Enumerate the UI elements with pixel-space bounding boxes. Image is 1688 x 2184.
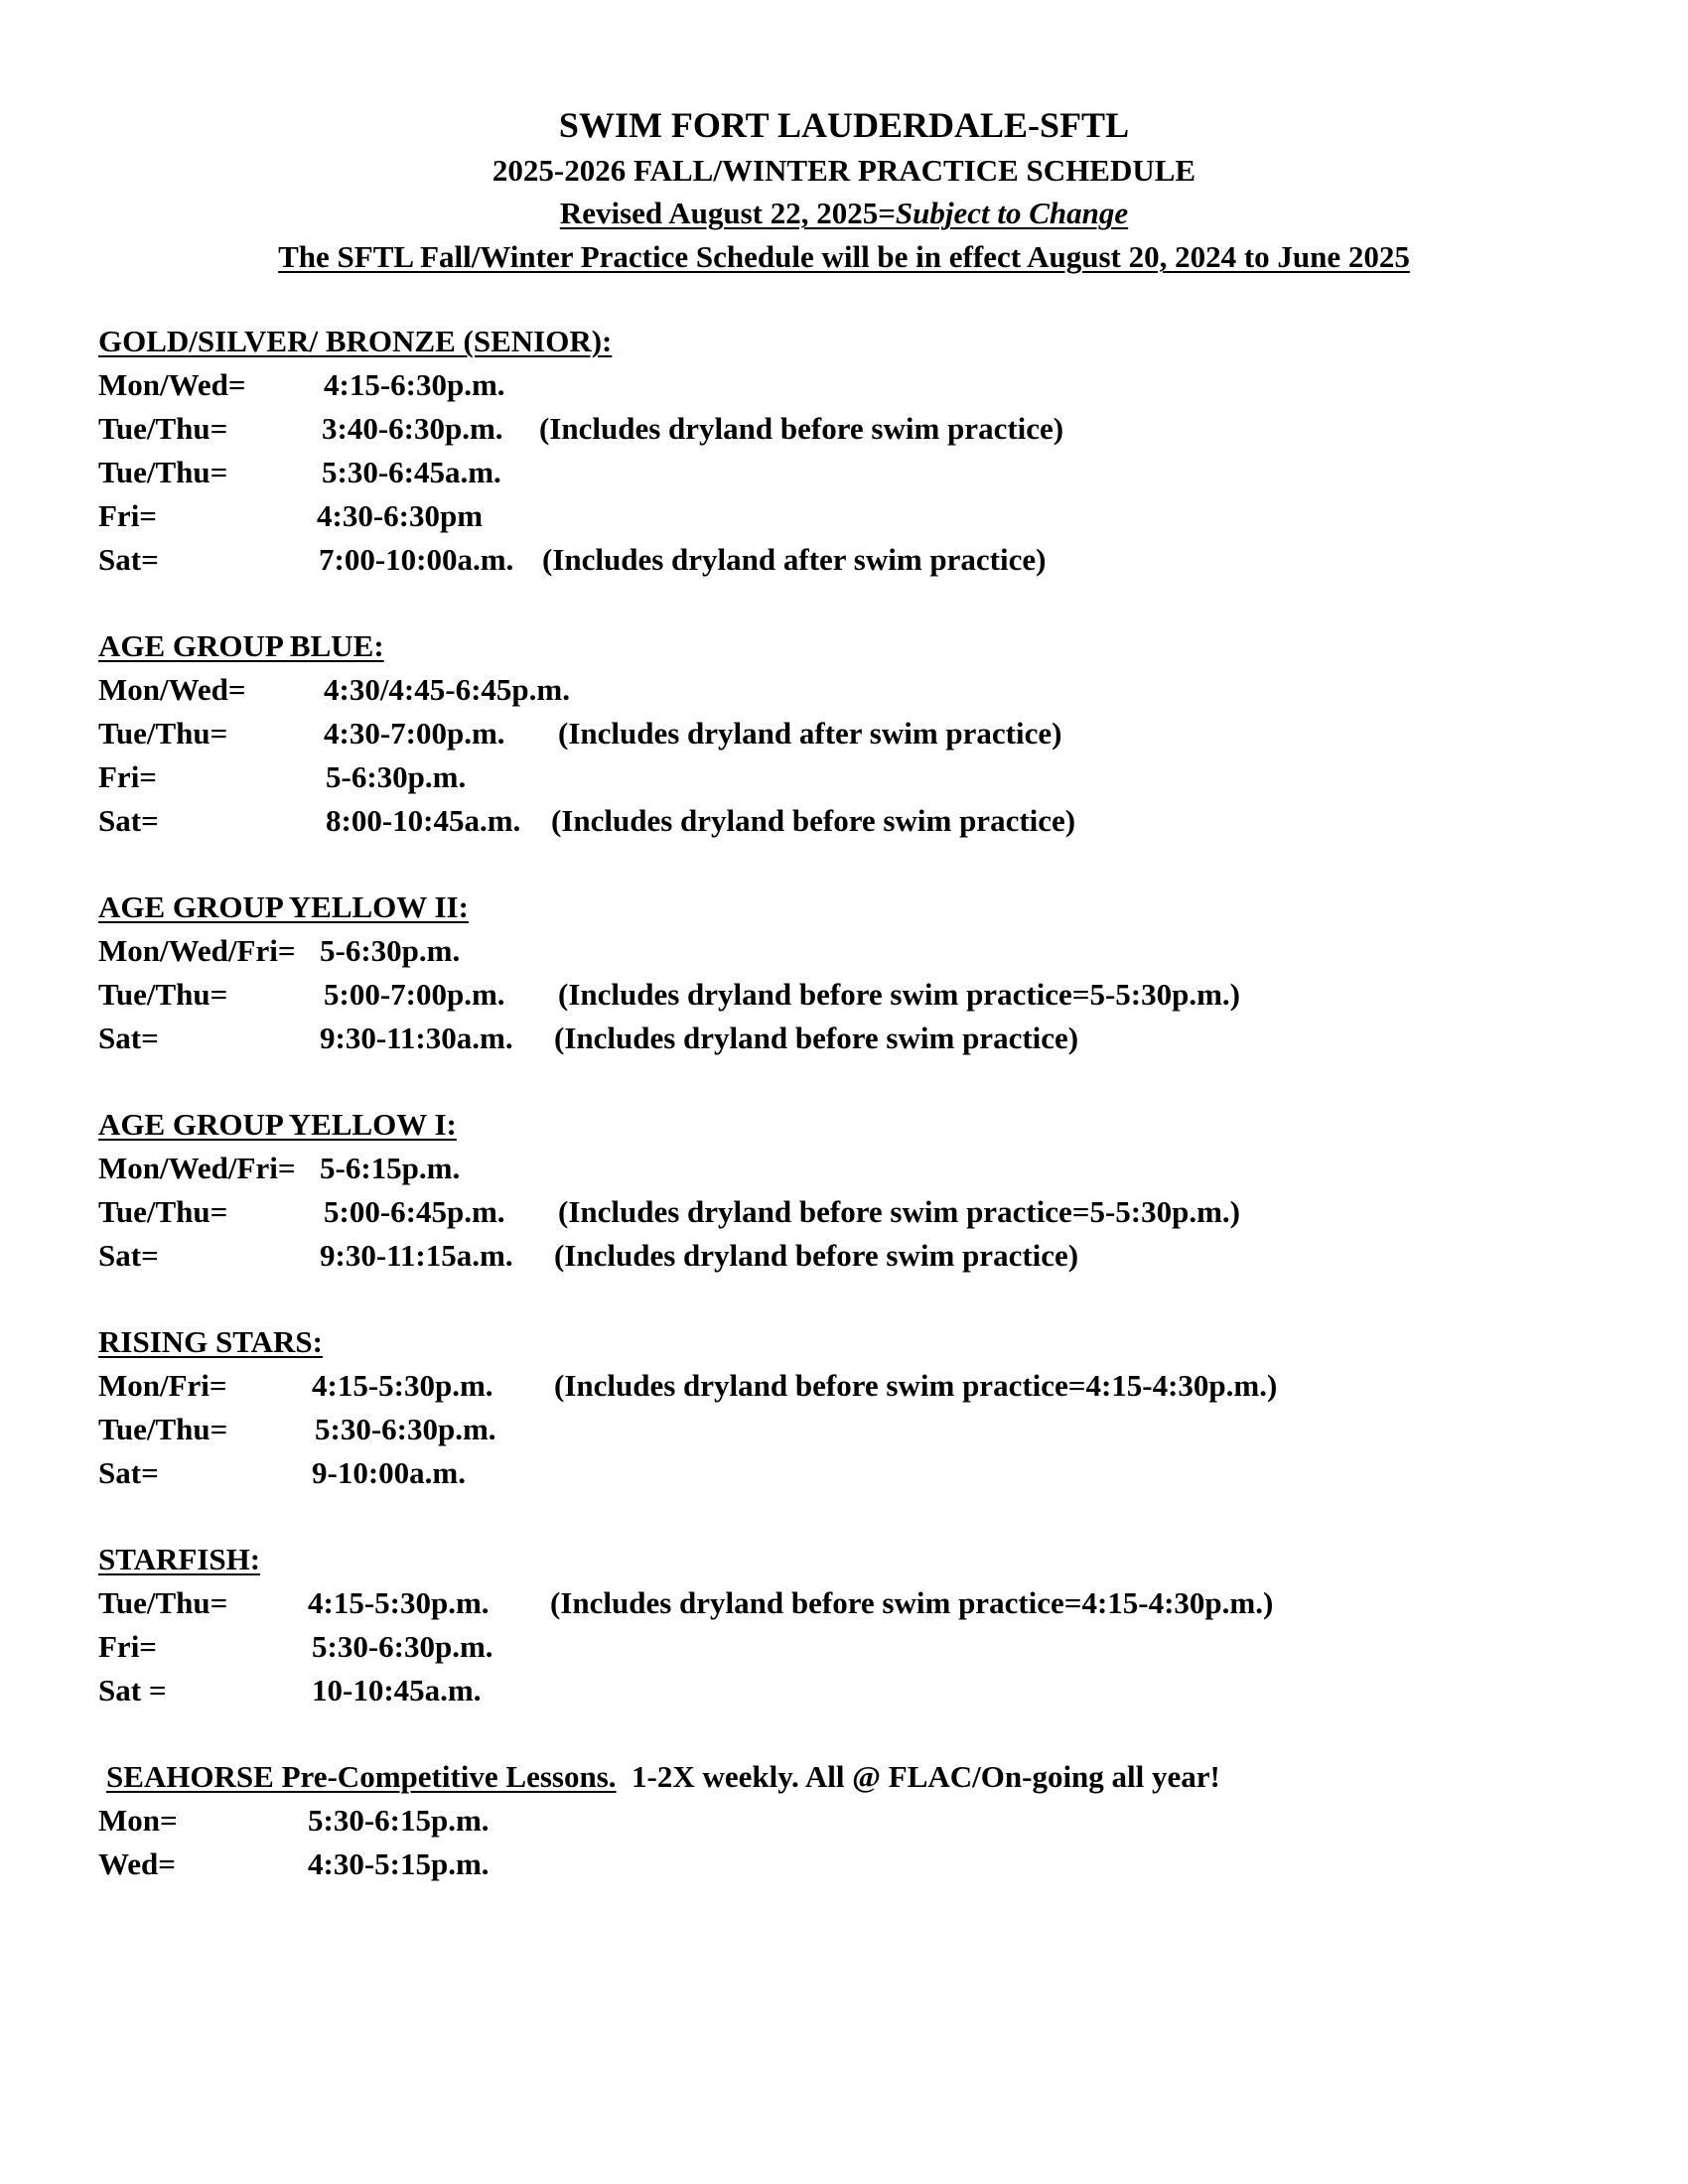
row-day: Mon= [98, 1803, 178, 1838]
schedule-row [98, 1017, 1637, 1060]
row-time: 5:00-7:00p.m. [324, 977, 505, 1012]
section-heading: RISING STARS: [98, 1324, 323, 1359]
revised-date: Revised August 22, 2025= [559, 196, 896, 230]
row-time: 5:30-6:30p.m. [315, 1412, 496, 1446]
row-note: (Includes dryland before swim practice=5-5:30p.m.) [558, 1194, 1240, 1229]
subject-to-change: Subject to Change [895, 196, 1129, 230]
section-age-group-blue [98, 624, 1637, 843]
row-time: 8:00-10:45a.m. [326, 803, 521, 838]
row-day: Fri= [98, 1629, 157, 1664]
schedule-row [98, 1408, 1637, 1451]
section-rising-stars [98, 1320, 1637, 1495]
schedule-row [98, 451, 1637, 494]
schedule-subtitle: 2025-2026 FALL/WINTER PRACTICE SCHEDULE [492, 153, 1196, 188]
row-day: Sat= [98, 1238, 159, 1273]
row-time: 4:15-6:30p.m. [324, 367, 505, 402]
schedule-row [98, 1669, 1637, 1712]
row-day: Sat= [98, 1455, 159, 1490]
row-note: (Includes dryland after swim practice) [542, 542, 1047, 577]
schedule-row [98, 973, 1637, 1017]
row-note: (Includes dryland before swim practice=5-5:30p.m.) [558, 977, 1240, 1012]
row-note: (Includes dryland before swim practice=4:15-4:30p.m.) [554, 1368, 1278, 1403]
section-age-group-yellow-2 [98, 886, 1637, 1060]
row-day: Fri= [98, 759, 157, 794]
row-day: Sat= [98, 542, 159, 577]
schedule-row [98, 1843, 1637, 1886]
section-heading: SEAHORSE Pre-Competitive Lessons. [106, 1759, 617, 1794]
row-time: 3:40-6:30p.m. [322, 411, 503, 446]
row-time: 5:30-6:15p.m. [308, 1803, 490, 1838]
schedule-row [98, 407, 1637, 451]
row-day: Tue/Thu= [98, 411, 228, 446]
row-note: (Includes dryland before swim practice) [539, 411, 1064, 446]
section-heading: GOLD/SILVER/ BRONZE (SENIOR): [98, 324, 613, 358]
row-day: Mon/Wed/Fri= [98, 1151, 296, 1185]
row-note: (Includes dryland before swim practice) [554, 1238, 1079, 1273]
row-day: Fri= [98, 498, 157, 533]
row-time: 5:30-6:45a.m. [322, 455, 501, 489]
row-time: 4:30-7:00p.m. [324, 716, 505, 751]
schedule-row [98, 363, 1637, 407]
row-time: 5:00-6:45p.m. [324, 1194, 505, 1229]
schedule-row [98, 1451, 1637, 1495]
row-time: 5-6:30p.m. [326, 759, 467, 794]
row-time: 4:30/4:45-6:45p.m. [324, 672, 570, 707]
effective-dates-line: The SFTL Fall/Winter Practice Schedule will be in effect August 20, 2024 to June 2025 [278, 239, 1410, 274]
row-time: 9-10:00a.m. [312, 1455, 466, 1490]
section-starfish [98, 1538, 1637, 1712]
schedule-row [98, 494, 1637, 538]
schedule-body [98, 320, 1637, 1929]
section-heading: STARFISH: [98, 1542, 261, 1576]
row-time: 4:30-6:30pm [317, 498, 484, 533]
row-time: 4:15-5:30p.m. [312, 1368, 493, 1403]
row-day: Tue/Thu= [98, 1412, 228, 1446]
row-day: Mon/Wed= [98, 367, 246, 402]
schedule-row [98, 799, 1637, 843]
row-day: Mon/Wed= [98, 672, 246, 707]
section-seahorse [98, 1755, 1637, 1886]
schedule-row [98, 1147, 1637, 1190]
schedule-row [98, 1190, 1637, 1234]
row-note: (Includes dryland after swim practice) [558, 716, 1062, 751]
row-day: Sat= [98, 803, 159, 838]
schedule-row [98, 1364, 1637, 1408]
row-day: Tue/Thu= [98, 716, 228, 751]
section-heading: AGE GROUP YELLOW I: [98, 1107, 457, 1142]
row-day: Mon/Fri= [98, 1368, 227, 1403]
row-day: Tue/Thu= [98, 1585, 228, 1620]
schedule-row [98, 1625, 1637, 1669]
schedule-row [98, 929, 1637, 973]
schedule-row [98, 538, 1637, 582]
row-time: 4:15-5:30p.m. [308, 1585, 490, 1620]
schedule-row [98, 712, 1637, 755]
revised-line [0, 192, 1688, 235]
row-time: 5-6:30p.m. [320, 933, 461, 968]
schedule-row [98, 668, 1637, 712]
row-time: 10-10:45a.m. [312, 1673, 482, 1707]
row-time: 7:00-10:00a.m. [319, 542, 514, 577]
section-gold-silver-bronze [98, 320, 1637, 582]
row-note: (Includes dryland before swim practice) [551, 803, 1076, 838]
schedule-row [98, 755, 1637, 799]
document-title: SWIM FORT LAUDERDALE-SFTL [558, 105, 1130, 145]
row-time: 9:30-11:30a.m. [320, 1021, 513, 1055]
row-note: (Includes dryland before swim practice=4:15-4:30p.m.) [550, 1585, 1274, 1620]
row-time: 5:30-6:30p.m. [312, 1629, 493, 1664]
row-time: 5-6:15p.m. [320, 1151, 461, 1185]
schedule-row [98, 1234, 1637, 1278]
row-day: Wed= [98, 1846, 176, 1881]
document-header [0, 101, 1688, 279]
seahorse-frequency-note: 1-2X weekly. All @ FLAC/On-going all year! [632, 1759, 1220, 1794]
schedule-row [98, 1799, 1637, 1843]
section-heading: AGE GROUP YELLOW II: [98, 889, 469, 924]
section-age-group-yellow-1 [98, 1103, 1637, 1278]
seahorse-heading-row [98, 1755, 1637, 1799]
row-day: Mon/Wed/Fri= [98, 933, 296, 968]
row-note: (Includes dryland before swim practice) [554, 1021, 1079, 1055]
row-day: Tue/Thu= [98, 977, 228, 1012]
schedule-row [98, 1581, 1637, 1625]
row-day: Tue/Thu= [98, 455, 228, 489]
section-heading: AGE GROUP BLUE: [98, 628, 384, 663]
row-time: 9:30-11:15a.m. [320, 1238, 513, 1273]
row-day: Sat= [98, 1021, 159, 1055]
row-day: Sat = [98, 1673, 167, 1707]
row-time: 4:30-5:15p.m. [308, 1846, 490, 1881]
row-day: Tue/Thu= [98, 1194, 228, 1229]
